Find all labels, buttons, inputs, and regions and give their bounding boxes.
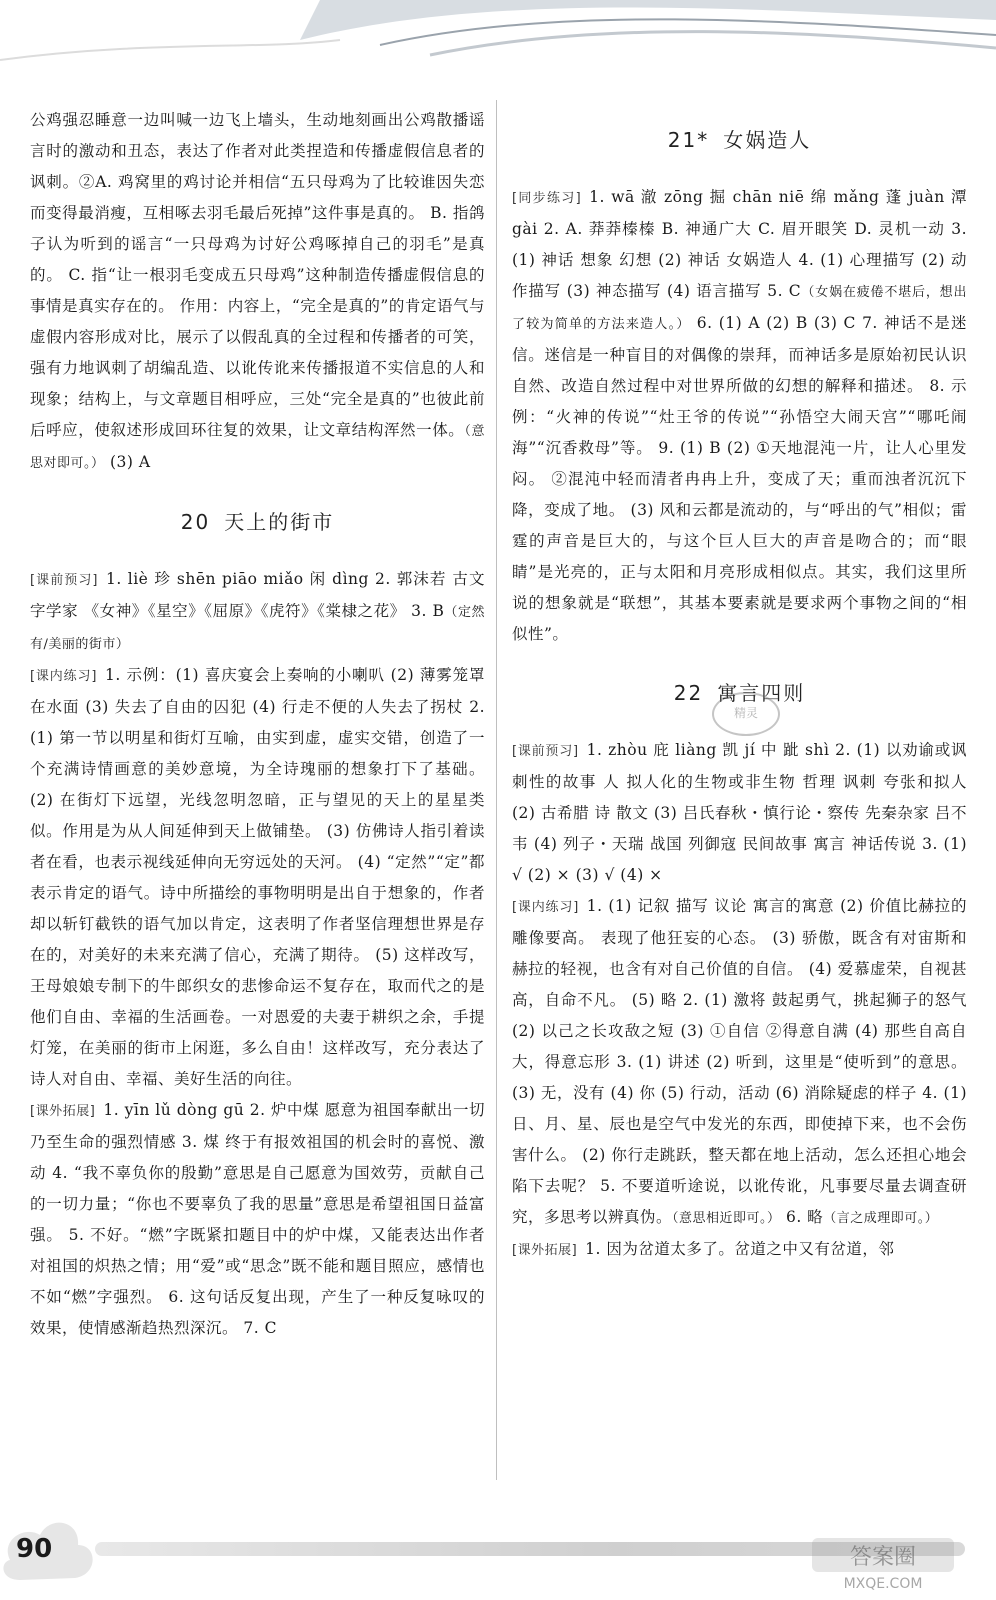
section-title: 天上的街市 [224,510,335,534]
preview-note: （定然有/美丽的街市） [30,605,485,652]
class-exercise-block [30,660,485,1095]
column-divider [496,100,497,1480]
continuation-note: （意思对即可。） [30,424,485,471]
sync-exercise-text-a: 1. wā 澈 zōng 掘 chān niē 绵 mǎng 蓬 juàn 潭 gài 2. A. 莽莽榛榛 B. 神通广大 C. 眉开眼笑 D. 灵机一动 3. (1) 神话 想象 幻想 (2) 神话 女娲造人 4. (1) 心理描写 (2) 动作描写 (3) 神态描写 (4) 语言描写 5. C [512,188,967,300]
extension-tag: [课外拓展] [30,1104,96,1119]
sync-exercise-note: （女娲在疲倦不堪后，想出了较为简单的方法来造人。） [512,285,967,332]
class-exercise-tag: [课内练习] [30,669,97,684]
top-wave-decoration [0,0,996,100]
continuation-text: 公鸡强忍睡意一边叫喊一边飞上墙头，生动地刻画出公鸡散播谣言时的激动和丑态，表达了作者对此类捏造和传播虚假信息者的讽刺。②A. 鸡窝里的鸡讨论并相信“五只母鸡为了比较谁因失恋而变得最消瘦，互相啄去羽毛最后死掉”这件事是真的。 B. 指鸽子认为听到的谣言“一只母鸡为讨好公鸡啄掉自己的羽毛”是真的。 C. 指“让一根羽毛变成五只母鸡”这种制造传播虚假信息的事情是真实存在的。 作用：内容上，“完全是真的”的肯定语气与虚假内容形成对比，展示了以假乱真的全过程和传播者的可笑，强有力地讽刺了胡编乱造、以讹传讹来传播报道不实信息的人和现象；结构上，与文章题目相呼应，三处“完全是真的”也彼此前后呼应，使叙述形成回环往复的效果，让文章结构浑然一体。 [30,111,485,439]
watermark-logo [808,1532,958,1594]
left-column [30,105,485,1344]
class-exercise-text: 1. 示例：(1) 喜庆宴会上奏响的小喇叭 (2) 薄雾笼罩在水面 (3) 失去了自由的囚犯 (4) 行走不便的人失去了拐杖 2. (1) 第一节以明星和街灯互喻，由实到虚，虚实交错，创造了一个充满诗情画意的美妙意境，为全诗瑰丽的想象打下了基础。 (2) 在街灯下远望，光线忽明忽暗，正与望见的天上的星星类似。作用是为从人间延伸到天上做铺垫。 (3) 仿佛诗人指引着读者在看，也表示视线延伸向无穷远处的天河。 (4) “定然”“定”都表示肯定的语气。诗中所描绘的事物明明是出自于想象的，作者却以斩钉截铁的语气加以肯定，这表明了作者坚信理想世界是存在的，对美好的未来充满了信心，充满了期待。 (5) 这样改写，王母娘娘专制下的牛郎织女的悲惨命运不复存在，取而代之的是他们自由、幸福的生活画卷。一对恩爱的夫妻于耕织之余，手提灯笼，在美丽的街市上闲逛，多么自由！这样改写，充分表达了诗人对自由、幸福、美好生活的向往。 [30,666,485,1088]
preview-tag: [课前预习] [30,573,98,588]
extension-block [30,1095,485,1344]
section-20-heading [30,507,485,538]
class-exercise-note-a: （意思相近即可。） [672,1211,781,1226]
extension-block [512,1234,967,1266]
svg-text:答案圈: 答案圈 [849,1545,917,1570]
section-21-heading [512,125,967,156]
seal-stamp: 精灵 [712,692,780,736]
class-exercise-text-a: 1. (1) 记叙 描写 议论 寓言的寓意 (2) 价值比赫拉的雕像要高。 表现了他狂妄的心态。 (3) 骄傲，既含有对宙斯和赫拉的轻视，也含有对自己价值的自信。 (4) 爱慕虚荣，自视甚高，自命不凡。 (5) 略 2. (1) 激将 鼓起勇气，挑起狮子的怒气 (2) 以己之长攻敌之短 (3) ①自信 ②得意自满 (4) 那些自高自大，得意忘形 3. (1) 讲述 (2) 听到，这里是“使听到”的意思。 (3) 无，没有 (4) 你 (5) 行动，活动 (6) 消除疑虑的样子 4. (1) 日、月、星、辰也是空气中发光的东西，即使掉下来，也不会伤害什么。 (2) 你行走跳跃，整天都在地上活动，怎么还担心地会陷下去呢？ 5. 不要道听途说，以讹传讹，凡事要尽量去调查研究，多思考以辨真伪。 [512,897,967,1226]
preview-block [512,735,967,891]
class-exercise-text-b: 6. 略 [785,1208,824,1226]
class-exercise-block [512,891,967,1234]
page-number: 90 [16,1534,53,1564]
extension-tag: [课外拓展] [512,1243,578,1258]
section-number: 21* [667,128,710,152]
sync-exercise-block [512,182,967,650]
preview-block [30,564,485,660]
right-column [512,105,967,1266]
preview-text: 1. zhòu 庇 liàng 凯 jí 中 跐 shì 2. (1) 以劝谕或讽刺性的故事 人 拟人化的生物或非生物 哲理 讽刺 夸张和拟人 (2) 古希腊 诗 散文 (3) 吕氏春秋・慎行论・察传 先秦杂家 吕不韦 (4) 列子・天瑞 战国 列御寇 民间故事 寓言 神话传说 3. (1) √ (2) × (3) √ (4) × [512,741,967,884]
answer-continuation [30,105,485,479]
sync-exercise-tag: [同步练习] [512,191,582,206]
extension-text: 1. 因为岔道太多了。岔道之中又有岔道，邻 [585,1240,895,1258]
svg-text:MXQE.COM: MXQE.COM [843,1576,923,1592]
preview-tag: [课前预习] [512,744,579,759]
section-number: 22 [673,681,704,705]
class-exercise-note-b: （言之成理即可。） [823,1211,939,1226]
section-title: 女娲造人 [723,128,812,152]
class-exercise-tag: [课内练习] [512,900,579,915]
preview-text: 1. liè 珍 shēn piāo miǎo 闲 dìng 2. 郭沫若 古文字学家 《女神》《星空》《屈原》《虎符》《棠棣之花》 3. B [30,570,485,620]
continuation-tail: (3) A [109,453,151,471]
section-number: 20 [180,510,211,534]
section-title: 寓言四则 [717,681,806,705]
extension-text: 1. yīn lǔ dòng gū 2. 炉中煤 愿意为祖国奉献出一切乃至生命的强烈情感 3. 煤 终于有报效祖国的机会时的喜悦、激动 4. “我不辜负你的殷勤”意思是自己愿意为国效劳，贡献自己的一切力量；“你也不要辜负了我的思量”意思是希望祖国日益富强。 5. 不好。“燃”字既紧扣题目中的炉中煤，又能表达出作者对祖国的炽热之情；用“爱”或“思念”既不能和题目照应，感情也不如“燃”字强烈。 6. 这句话反复出现，产生了一种反复咏叹的效果，使情感渐趋热烈深沉。 7. C [30,1101,485,1337]
sync-exercise-text-b: 6. (1) A (2) B (3) C 7. 神话不是迷信。迷信是一种盲目的对偶像的崇拜，而神话多是原始初民认识自然、改造自然过程中对世界所做的幻想的解释和描述。 8. 示例：“火神的传说”“灶王爷的传说”“孙悟空大闹天宫”“哪吒闹海”“沉香救母”等。 9. (1) B (2) ①天地混沌一片，让人心里发闷。 ②混沌中轻而清者冉冉上升，变成了天；重而浊者沉沉下降，变成了地。 (3) 风和云都是流动的，与“呼出的气”相似；雷霆的声音是巨大的，与这个巨人巨大的声音是吻合的；而“眼睛”是光亮的，正与太阳和月亮形成相似点。其实，我们这里所说的想象就是“联想”，其基本要素就是要求两个事物之间的“相似性”。 [512,314,967,643]
